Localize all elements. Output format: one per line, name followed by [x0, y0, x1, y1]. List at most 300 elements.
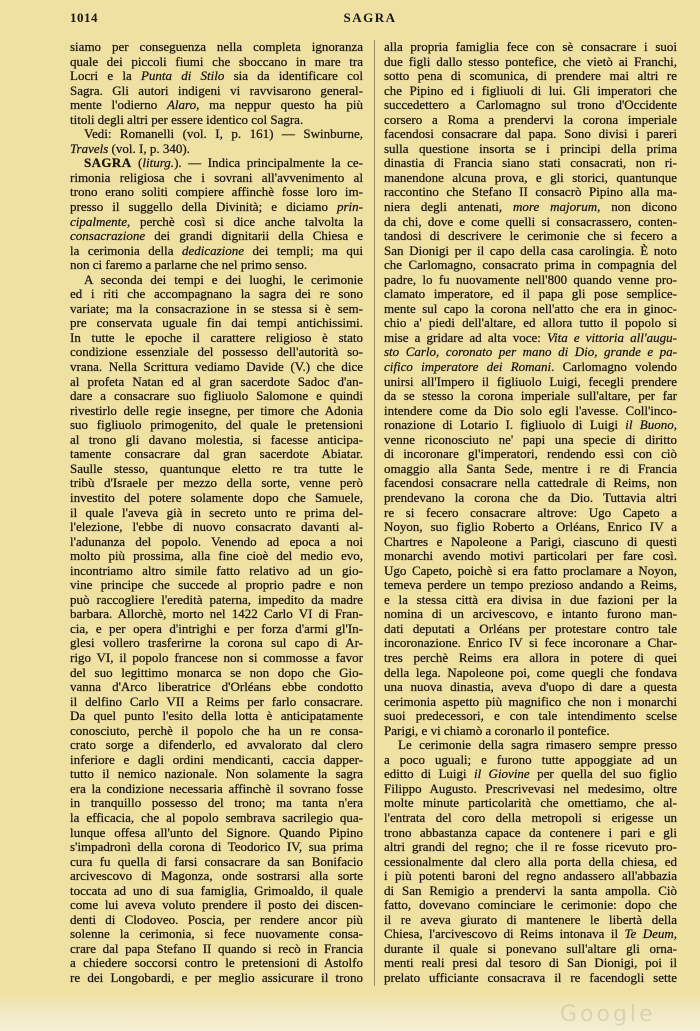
text-run: Sagra. Gli autori indigeni vi ravvisarono general-	[70, 82, 363, 98]
line-text	[70, 607, 363, 622]
line-text	[70, 971, 363, 986]
text-line	[70, 98, 363, 113]
line-text	[70, 113, 303, 128]
line-text	[70, 185, 363, 200]
text-run: clamato imperatore, ed il papa gli pose semplice-	[384, 286, 677, 302]
text-run: corsero a Roma a prendervi la corona imperiale	[384, 111, 677, 127]
line-text	[70, 724, 363, 739]
italic-text: consacrazione	[70, 228, 146, 244]
line-text	[70, 258, 307, 273]
line-text	[70, 636, 363, 651]
text-run: rivestirlo delle regie insegne, per timore che Adonia	[70, 402, 363, 418]
line-text	[70, 840, 363, 855]
line-text	[70, 753, 363, 768]
text-line	[70, 185, 363, 200]
text-run: suoi predecessori, e con tale intendimento scelse	[384, 708, 677, 724]
bold-headword: SAGRA	[84, 155, 132, 171]
text-run: presso il suggello della Divinità; e diciamo	[70, 199, 337, 215]
text-line	[384, 185, 677, 200]
text-line	[384, 636, 677, 651]
text-run: In tutte le epoche il carattere religioso è stato	[70, 329, 363, 345]
text-run: dinastia di Francia siano stati consacrati, non ri-	[384, 155, 677, 171]
text-line	[70, 491, 363, 506]
line-text	[398, 738, 677, 753]
italic-text: il Giovine	[473, 766, 530, 782]
text-line	[384, 462, 677, 477]
line-text	[384, 607, 677, 622]
text-line	[70, 84, 363, 99]
line-text	[384, 549, 677, 564]
line-text	[384, 316, 677, 331]
text-run: che Pipino ed i figliuoli di lui. Gli imperatori che	[384, 82, 677, 98]
text-line	[70, 927, 363, 942]
line-text	[384, 666, 677, 681]
italic-text: Alaro	[166, 97, 197, 113]
text-run: (vol. I, p. 340).	[108, 140, 190, 156]
text-run: incontriamo altro simile fatto relativo ad un gio-	[70, 562, 363, 578]
line-text	[70, 84, 363, 99]
text-line	[384, 913, 677, 928]
text-line	[70, 666, 363, 681]
text-run: prelato ufficiante consacrava il re facendogli sette	[384, 970, 677, 985]
text-run: il re aveva giurato di mantenere le libertà della	[384, 911, 677, 927]
line-text	[70, 389, 363, 404]
left-text-column	[70, 40, 363, 986]
text-run: di San Remigio a prendervi la santa ampolla. Ciò	[384, 882, 677, 898]
line-text	[70, 927, 363, 942]
text-line	[70, 549, 363, 564]
text-run: trono abbastanza capace da contenere i pari e gli	[384, 824, 677, 840]
line-text	[70, 345, 363, 360]
line-text	[70, 680, 363, 695]
text-line	[384, 811, 677, 826]
line-text	[70, 447, 363, 462]
text-line	[70, 113, 363, 128]
text-line	[70, 506, 363, 521]
line-text	[384, 564, 677, 579]
line-text	[384, 84, 677, 99]
line-text	[384, 360, 677, 375]
text-line	[384, 942, 677, 957]
line-text	[70, 433, 363, 448]
line-text	[384, 331, 677, 346]
line-text	[70, 622, 363, 637]
text-run: una nuova dinastia, aveva d'uopo di dare a questa	[384, 679, 677, 695]
text-run: molte minute particolarità che omettiamo, che al-	[384, 795, 677, 811]
line-text	[70, 287, 363, 302]
text-run: facendosi consacrare dal papa. Sono divisi i pareri	[384, 126, 677, 142]
text-run: sotto pena di scomunica, di prendere mai altri re	[384, 68, 677, 84]
text-line	[384, 593, 677, 608]
text-run: siamo per conseguenza nella completa ignoranza	[70, 39, 363, 54]
text-line	[384, 564, 677, 579]
text-line	[70, 40, 363, 55]
text-line	[384, 418, 677, 433]
line-text	[384, 258, 677, 273]
line-text	[384, 811, 677, 826]
text-run: i più potenti baroni del regno andassero all'abbazia	[384, 868, 677, 884]
line-text	[384, 156, 677, 171]
line-text	[70, 666, 363, 681]
line-text	[384, 840, 677, 855]
column-divider	[374, 40, 375, 986]
text-run: non ci faremo a parlarne che nel primo senso.	[70, 257, 308, 273]
text-run: tutto il nemico nazionale. Non solamente la sagra	[70, 766, 363, 782]
text-run: facendosi consacrare nella cattedrale di Reims, non	[384, 475, 677, 491]
text-line	[384, 680, 677, 695]
line-text	[70, 215, 363, 230]
text-line	[70, 898, 363, 913]
text-line	[384, 520, 677, 535]
line-text	[70, 69, 363, 84]
text-line	[70, 287, 363, 302]
text-line	[70, 622, 363, 637]
line-text	[384, 622, 677, 637]
text-run: re dei Longobardi, e per meglio assicurare il trono	[70, 970, 363, 985]
text-run: in tranquillo possesso del trono; ma tanta n'era	[70, 795, 363, 811]
text-run: monarchi avendo motivi particolari per fare così.	[384, 548, 677, 564]
italic-text: Travels	[70, 140, 109, 156]
text-run: il quale l'aveva già in secreto unto re prima del-	[70, 504, 363, 520]
line-text	[384, 171, 677, 186]
text-run: conosciuto, perchè il popolo che ha un re consa-	[70, 722, 363, 738]
text-run: titoli degli altri per essere identico col Sagra.	[70, 111, 304, 127]
text-run: tres perchè Reims era allora in potere di quei	[384, 649, 677, 665]
text-run: chio a' piedi dell'altare, ed allora tutto il popolo si	[384, 315, 677, 331]
line-text	[384, 520, 677, 535]
running-title: SAGRA	[343, 10, 397, 25]
text-line	[70, 869, 363, 884]
line-text	[70, 462, 363, 477]
line-text	[70, 404, 363, 419]
text-line	[70, 942, 363, 957]
text-line	[384, 113, 677, 128]
text-run: vine principe che succede al proprio padre e non	[70, 577, 363, 593]
text-line	[384, 651, 677, 666]
text-line	[384, 55, 677, 70]
line-text	[70, 375, 363, 390]
text-run: molto più prossima, alla fine cioè del medio evo,	[70, 548, 363, 564]
line-text	[384, 418, 677, 433]
line-text	[384, 200, 677, 215]
text-line	[384, 215, 677, 230]
line-text	[84, 273, 363, 288]
text-line	[384, 360, 677, 375]
text-line	[384, 345, 677, 360]
text-line	[384, 476, 677, 491]
text-run: alla propria famiglia fece con sè consacrare i suoi	[384, 39, 677, 54]
line-text	[384, 971, 677, 986]
text-line	[70, 826, 363, 841]
line-text	[70, 40, 363, 55]
text-run: ). — Indica principalmente la ce-	[174, 155, 363, 171]
text-line	[70, 535, 363, 550]
text-line	[384, 898, 677, 913]
text-line	[70, 884, 363, 899]
text-run: due figli dallo stesso pontefice, che vietò ai Franchi,	[384, 53, 677, 69]
text-line	[384, 956, 677, 971]
line-text	[384, 229, 677, 244]
line-text	[384, 302, 677, 317]
text-run: dati deputati a Orléans per protestare contro tale	[384, 620, 677, 636]
text-line	[70, 156, 363, 171]
text-line	[70, 651, 363, 666]
text-run: venne riconosciuto ne' papi una specie di diritto	[384, 431, 677, 447]
line-text	[384, 942, 677, 957]
text-run: editto di Luigi	[384, 766, 474, 782]
italic-text: liturg.	[142, 155, 175, 171]
line-text	[70, 535, 363, 550]
italic-text: cipalmente	[70, 213, 128, 229]
text-line	[70, 564, 363, 579]
italic-text: cifico imperatore dei Romani	[384, 359, 552, 375]
text-line	[384, 884, 677, 899]
text-run: Chiesa, l'arcivescovo di Reims intonava il	[384, 926, 625, 942]
text-line	[384, 695, 677, 710]
text-run: inferiore e dagli ordini mendicanti, caccia dapper-	[70, 751, 363, 767]
line-text	[70, 171, 363, 186]
line-text	[84, 127, 363, 142]
text-run: unirsi all'Impero il figliuolo Luigi, fecegli prendere	[384, 373, 677, 389]
text-line	[384, 971, 677, 986]
line-text	[384, 375, 677, 390]
text-run: da chi, dove e come quelli si consacrassero, conten-	[384, 213, 677, 229]
text-run: crato sorge a difenderlo, ed avvalorato dal clero	[70, 737, 363, 753]
text-run: padre, lo fu nuovamente nell'800 quando venne pro-	[384, 271, 677, 287]
line-text	[384, 927, 677, 942]
line-text	[70, 244, 363, 259]
text-line	[384, 578, 677, 593]
line-text	[384, 433, 677, 448]
text-line	[70, 753, 363, 768]
text-line	[384, 855, 677, 870]
text-line	[70, 695, 363, 710]
text-run: ronazione di Lotario I. figliuolo di Luigi	[384, 417, 626, 433]
line-text	[70, 360, 363, 375]
line-text	[384, 273, 677, 288]
text-run: per quella del suo figlio	[529, 766, 677, 782]
line-text	[384, 869, 677, 884]
line-text	[384, 287, 677, 302]
text-line	[384, 433, 677, 448]
text-line	[384, 302, 677, 317]
text-line	[70, 331, 363, 346]
text-run: condizione essenziale del possesso dell'autorità so-	[70, 344, 363, 360]
text-run: l'entrata del coro della metropoli si erigesse un	[384, 809, 677, 825]
text-line	[70, 840, 363, 855]
line-text	[384, 767, 677, 782]
text-run: ,	[673, 417, 678, 433]
text-line	[384, 287, 677, 302]
text-line	[70, 447, 363, 462]
line-text	[384, 40, 677, 55]
line-text	[70, 564, 363, 579]
text-run: l'adunanza del popolo. Venendo ad epoca a noi	[70, 533, 363, 549]
text-run: Ugo Capeto, poichè si era fatto proclamare a Noyon,	[384, 562, 677, 578]
text-run: da se stesso la corona imperiale sull'altare, per far	[384, 388, 677, 404]
line-text	[384, 462, 677, 477]
text-run: può raccogliere l'eredità paterna, impedito da madre	[70, 591, 363, 607]
line-text	[384, 185, 677, 200]
text-run: Le cerimonie della sagra rimasero sempre presso	[398, 737, 677, 753]
line-text	[384, 782, 677, 797]
italic-text: Te Deum	[624, 926, 674, 942]
italic-text: Punta di Stilo	[140, 68, 225, 84]
text-line	[70, 520, 363, 535]
text-run: rimonia religiosa che i sovrani all'avvenimento al	[70, 169, 363, 185]
line-text	[70, 869, 363, 884]
italic-text: dedicazione	[181, 242, 245, 258]
text-run: ed i riti che accompagnano la sagra dei re sono	[70, 286, 363, 302]
line-text	[384, 956, 677, 971]
text-run: A seconda dei tempi e dei luoghi, le cerimonie	[84, 271, 363, 287]
text-line	[70, 811, 363, 826]
text-line	[384, 724, 677, 739]
italic-text: Vita e vittoria all'augu-	[547, 329, 677, 345]
line-text	[70, 796, 363, 811]
line-text	[70, 418, 363, 433]
line-text	[70, 506, 363, 521]
text-run: variate; ma la consacrazione in se stessa si è sem-	[70, 300, 363, 316]
italic-text: sto Carlo, coronato per mano di Dio, grande e pa-	[384, 344, 677, 360]
text-run: a chiedere soccorsi contro le pretensioni di Astolfo	[70, 955, 363, 971]
text-line	[70, 476, 363, 491]
line-text	[384, 913, 677, 928]
line-text	[384, 695, 677, 710]
line-text	[384, 680, 677, 695]
text-line	[70, 69, 363, 84]
text-line	[70, 709, 363, 724]
text-run: re si fecero consacrare altrove: Ugo Capeto a	[384, 504, 677, 520]
text-line	[70, 578, 363, 593]
text-line	[70, 375, 363, 390]
text-run: quale dei piccoli fiumi che sboccano in mare tra	[70, 53, 363, 69]
text-line	[384, 535, 677, 550]
text-run: , perchè così si dice anche talvolta la	[127, 213, 363, 229]
text-line	[384, 709, 677, 724]
text-line	[70, 127, 363, 142]
text-run: omaggio alla Santa Sede, mentre i re di Francia	[384, 460, 677, 476]
line-text	[70, 811, 363, 826]
text-run: mise a gridare ad alta voce:	[384, 329, 548, 345]
text-run: cura fu quella di farsi consacrare da san Bonifacio	[70, 853, 363, 869]
line-text	[384, 506, 677, 521]
line-text	[384, 389, 677, 404]
line-text	[70, 942, 363, 957]
line-text	[70, 331, 363, 346]
text-line	[70, 782, 363, 797]
text-run: lunque offesa all'unto del Signore. Quando Pipino	[70, 824, 363, 840]
text-line	[384, 666, 677, 681]
text-run: , non dicono	[597, 199, 678, 215]
page-number: 1014	[70, 10, 98, 25]
text-run: glesi vollero trasferirne la corona sul capo di Ar-	[70, 635, 363, 651]
line-text	[70, 55, 363, 70]
text-line	[384, 622, 677, 637]
text-run: Da quel punto l'esito della lotta è anticipatamente	[70, 708, 363, 724]
text-line	[70, 258, 363, 273]
text-run: ,	[673, 926, 677, 942]
text-line	[70, 404, 363, 419]
text-line	[70, 244, 363, 259]
text-line	[384, 84, 677, 99]
text-line	[384, 200, 677, 215]
line-text	[384, 244, 677, 259]
text-run: di incoronare gl'imperatori, rendendo essi con ciò	[384, 446, 677, 462]
line-text	[70, 898, 363, 913]
line-text	[384, 578, 677, 593]
text-line	[384, 506, 677, 521]
text-run: Locri e la	[70, 68, 141, 84]
text-run: il delfino Carlo VII a Reims per farlo consacrare.	[70, 693, 363, 709]
line-text	[70, 855, 363, 870]
text-line	[70, 971, 363, 986]
line-text	[384, 113, 677, 128]
line-text	[384, 535, 677, 550]
text-line	[384, 375, 677, 390]
line-text	[70, 767, 363, 782]
text-run: tamente consacrare dal gran sacerdote Abiatar.	[70, 446, 363, 462]
text-run: tandosi di descrivere le cerimonie che si fecero a	[384, 228, 677, 244]
text-run: arcivescovo di Magonza, onde sostrarsi alla sorte	[70, 868, 363, 884]
text-run: cia, e per opera d'intrighi e per forza d'armi gl'In-	[70, 620, 363, 636]
text-line	[384, 796, 677, 811]
line-text	[70, 913, 363, 928]
text-line	[70, 724, 363, 739]
line-text	[70, 200, 363, 215]
line-text	[70, 593, 363, 608]
text-line	[384, 258, 677, 273]
text-line	[70, 855, 363, 870]
text-line	[384, 607, 677, 622]
text-line	[384, 273, 677, 288]
text-run: Saulle stesso, quantunque eletto re tra tutte le	[70, 460, 363, 476]
text-run: tribù d'Israele per mezzo della sorte, venne però	[70, 475, 363, 491]
text-line	[384, 127, 677, 142]
text-line	[384, 826, 677, 841]
line-text	[384, 447, 677, 462]
line-text	[70, 578, 363, 593]
line-text	[384, 884, 677, 899]
text-line	[384, 244, 677, 259]
text-run: vanna d'Arco liberatrice d'Orléans ebbe condotto	[70, 679, 363, 695]
italic-text: prin-	[337, 199, 363, 215]
line-text	[70, 549, 363, 564]
text-run: prendevano la corona che da Dio. Tuttavia altri	[384, 489, 677, 505]
line-text	[384, 142, 677, 157]
text-line	[70, 593, 363, 608]
line-text	[384, 69, 677, 84]
text-line	[384, 840, 677, 855]
text-line	[70, 796, 363, 811]
text-line	[384, 927, 677, 942]
line-text	[70, 316, 363, 331]
text-run: la efficacia, che al popolo sembrava sacrilegio qua-	[70, 809, 363, 825]
text-line	[70, 956, 363, 971]
text-run: che Carlomagno, consacrato prima in compagnia del	[384, 257, 677, 273]
line-text	[70, 302, 363, 317]
text-run: succedettero a Carlomagno sul trono d'Occidente	[384, 97, 677, 113]
line-text	[384, 709, 677, 724]
line-text	[70, 651, 363, 666]
text-run: della lega. Napoleone poi, come quegli che fondava	[384, 664, 677, 680]
text-run: l'elezione, l'ebbe di nuovo consacrato davanti al-	[70, 519, 363, 535]
text-line	[70, 433, 363, 448]
text-run: temeva perdere un tempo prezioso andando a Reims,	[384, 577, 677, 593]
text-line	[384, 331, 677, 346]
text-run: mente sul capo la corona nell'atto che era in ginoc-	[384, 300, 677, 316]
text-line	[70, 171, 363, 186]
